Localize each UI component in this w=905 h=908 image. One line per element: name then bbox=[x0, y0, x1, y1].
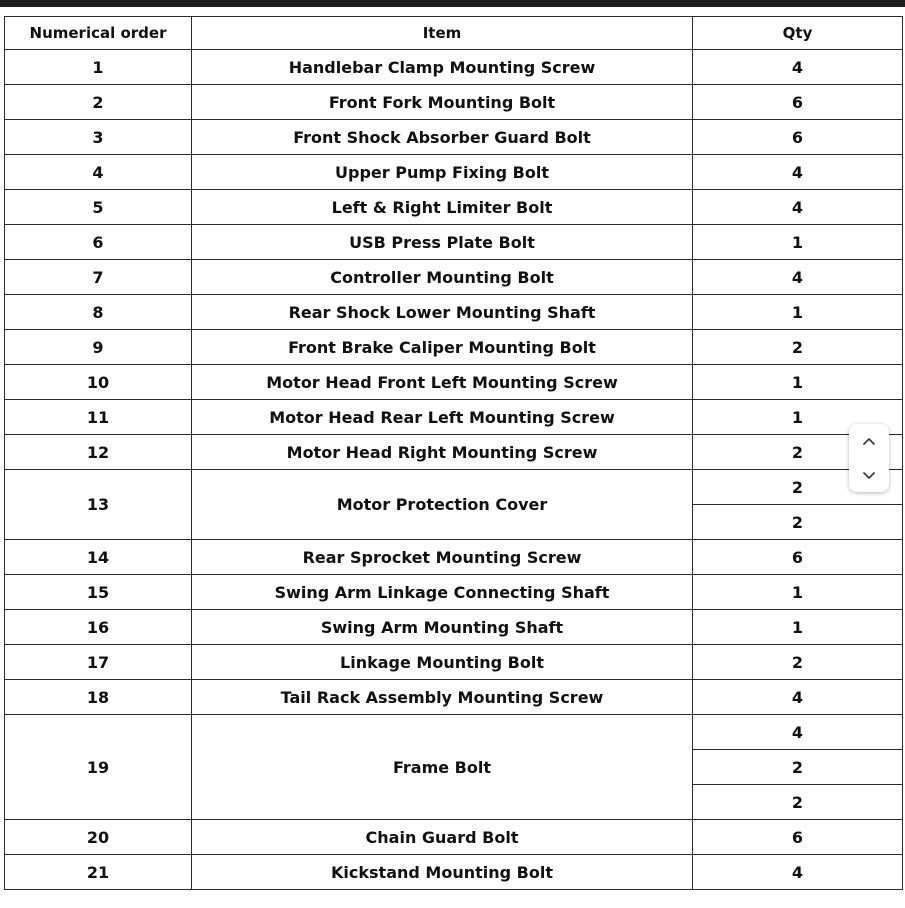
order-cell: 19 bbox=[5, 715, 192, 820]
chevron-up-icon bbox=[862, 437, 876, 446]
item-cell: Rear Shock Lower Mounting Shaft bbox=[192, 295, 693, 330]
order-cell: 17 bbox=[5, 645, 192, 680]
qty-cell: 1 bbox=[693, 610, 903, 645]
qty-cell: 4 bbox=[693, 50, 903, 85]
column-header-qty: Qty bbox=[693, 17, 903, 50]
qty-cell: 2 bbox=[693, 435, 903, 470]
table-row bbox=[5, 330, 903, 365]
qty-cell: 2 bbox=[693, 750, 903, 785]
table-row bbox=[5, 855, 903, 890]
order-cell: 5 bbox=[5, 190, 192, 225]
scroll-down-button[interactable] bbox=[849, 458, 889, 492]
item-cell: Motor Head Front Left Mounting Screw bbox=[192, 365, 693, 400]
qty-cell: 1 bbox=[693, 575, 903, 610]
scroll-up-button[interactable] bbox=[849, 424, 889, 458]
item-cell: Swing Arm Mounting Shaft bbox=[192, 610, 693, 645]
order-cell: 12 bbox=[5, 435, 192, 470]
table-row bbox=[5, 435, 903, 470]
table-row bbox=[5, 575, 903, 610]
table-row bbox=[5, 610, 903, 645]
order-cell: 11 bbox=[5, 400, 192, 435]
qty-cell: 2 bbox=[693, 330, 903, 365]
item-cell: Rear Sprocket Mounting Screw bbox=[192, 540, 693, 575]
column-header-order: Numerical order bbox=[5, 17, 192, 50]
item-cell: Upper Pump Fixing Bolt bbox=[192, 155, 693, 190]
qty-cell: 2 bbox=[693, 785, 903, 820]
qty-cell: 4 bbox=[693, 680, 903, 715]
order-cell: 9 bbox=[5, 330, 192, 365]
qty-cell: 1 bbox=[693, 295, 903, 330]
item-cell: Linkage Mounting Bolt bbox=[192, 645, 693, 680]
table-row bbox=[5, 820, 903, 855]
item-cell: Handlebar Clamp Mounting Screw bbox=[192, 50, 693, 85]
order-cell: 15 bbox=[5, 575, 192, 610]
item-cell: Kickstand Mounting Bolt bbox=[192, 855, 693, 890]
order-cell: 7 bbox=[5, 260, 192, 295]
parts-table bbox=[4, 16, 903, 890]
item-cell: USB Press Plate Bolt bbox=[192, 225, 693, 260]
qty-cell: 1 bbox=[693, 365, 903, 400]
order-cell: 21 bbox=[5, 855, 192, 890]
table-row bbox=[5, 260, 903, 295]
qty-cell: 1 bbox=[693, 225, 903, 260]
order-cell: 14 bbox=[5, 540, 192, 575]
item-cell: Motor Head Rear Left Mounting Screw bbox=[192, 400, 693, 435]
table-row bbox=[5, 645, 903, 680]
order-cell: 10 bbox=[5, 365, 192, 400]
item-cell: Front Shock Absorber Guard Bolt bbox=[192, 120, 693, 155]
table-row bbox=[5, 400, 903, 435]
table-row bbox=[5, 680, 903, 715]
top-bar bbox=[0, 0, 905, 7]
order-cell: 1 bbox=[5, 50, 192, 85]
order-cell: 16 bbox=[5, 610, 192, 645]
order-cell: 6 bbox=[5, 225, 192, 260]
order-cell: 3 bbox=[5, 120, 192, 155]
item-cell: Left & Right Limiter Bolt bbox=[192, 190, 693, 225]
table-row bbox=[5, 540, 903, 575]
qty-cell: 6 bbox=[693, 85, 903, 120]
order-cell: 13 bbox=[5, 470, 192, 540]
item-cell: Swing Arm Linkage Connecting Shaft bbox=[192, 575, 693, 610]
table-row bbox=[5, 365, 903, 400]
scroll-widget bbox=[849, 424, 889, 492]
column-header-item: Item bbox=[192, 17, 693, 50]
qty-cell: 1 bbox=[693, 400, 903, 435]
item-cell: Front Brake Caliper Mounting Bolt bbox=[192, 330, 693, 365]
table-row bbox=[5, 155, 903, 190]
item-cell: Motor Head Right Mounting Screw bbox=[192, 435, 693, 470]
item-cell: Controller Mounting Bolt bbox=[192, 260, 693, 295]
qty-cell: 4 bbox=[693, 190, 903, 225]
order-cell: 18 bbox=[5, 680, 192, 715]
qty-cell: 2 bbox=[693, 470, 903, 505]
chevron-down-icon bbox=[862, 471, 876, 480]
qty-cell: 6 bbox=[693, 820, 903, 855]
item-cell: Front Fork Mounting Bolt bbox=[192, 85, 693, 120]
item-cell: Frame Bolt bbox=[192, 715, 693, 820]
qty-cell: 4 bbox=[693, 155, 903, 190]
qty-cell: 6 bbox=[693, 120, 903, 155]
table-row bbox=[5, 50, 903, 85]
qty-cell: 4 bbox=[693, 260, 903, 295]
table-row bbox=[5, 225, 903, 260]
item-cell: Chain Guard Bolt bbox=[192, 820, 693, 855]
qty-cell: 4 bbox=[693, 855, 903, 890]
qty-cell: 4 bbox=[693, 715, 903, 750]
qty-cell: 2 bbox=[693, 645, 903, 680]
qty-cell: 6 bbox=[693, 540, 903, 575]
table-row bbox=[5, 295, 903, 330]
order-cell: 20 bbox=[5, 820, 192, 855]
table-body bbox=[5, 50, 903, 890]
order-cell: 2 bbox=[5, 85, 192, 120]
table-row bbox=[5, 85, 903, 120]
table-row bbox=[5, 120, 903, 155]
table-header-row bbox=[5, 17, 903, 50]
table-row bbox=[5, 190, 903, 225]
order-cell: 4 bbox=[5, 155, 192, 190]
item-cell: Tail Rack Assembly Mounting Screw bbox=[192, 680, 693, 715]
order-cell: 8 bbox=[5, 295, 192, 330]
qty-cell: 2 bbox=[693, 505, 903, 540]
table-row bbox=[5, 715, 903, 750]
item-cell: Motor Protection Cover bbox=[192, 470, 693, 540]
table-row bbox=[5, 470, 903, 505]
